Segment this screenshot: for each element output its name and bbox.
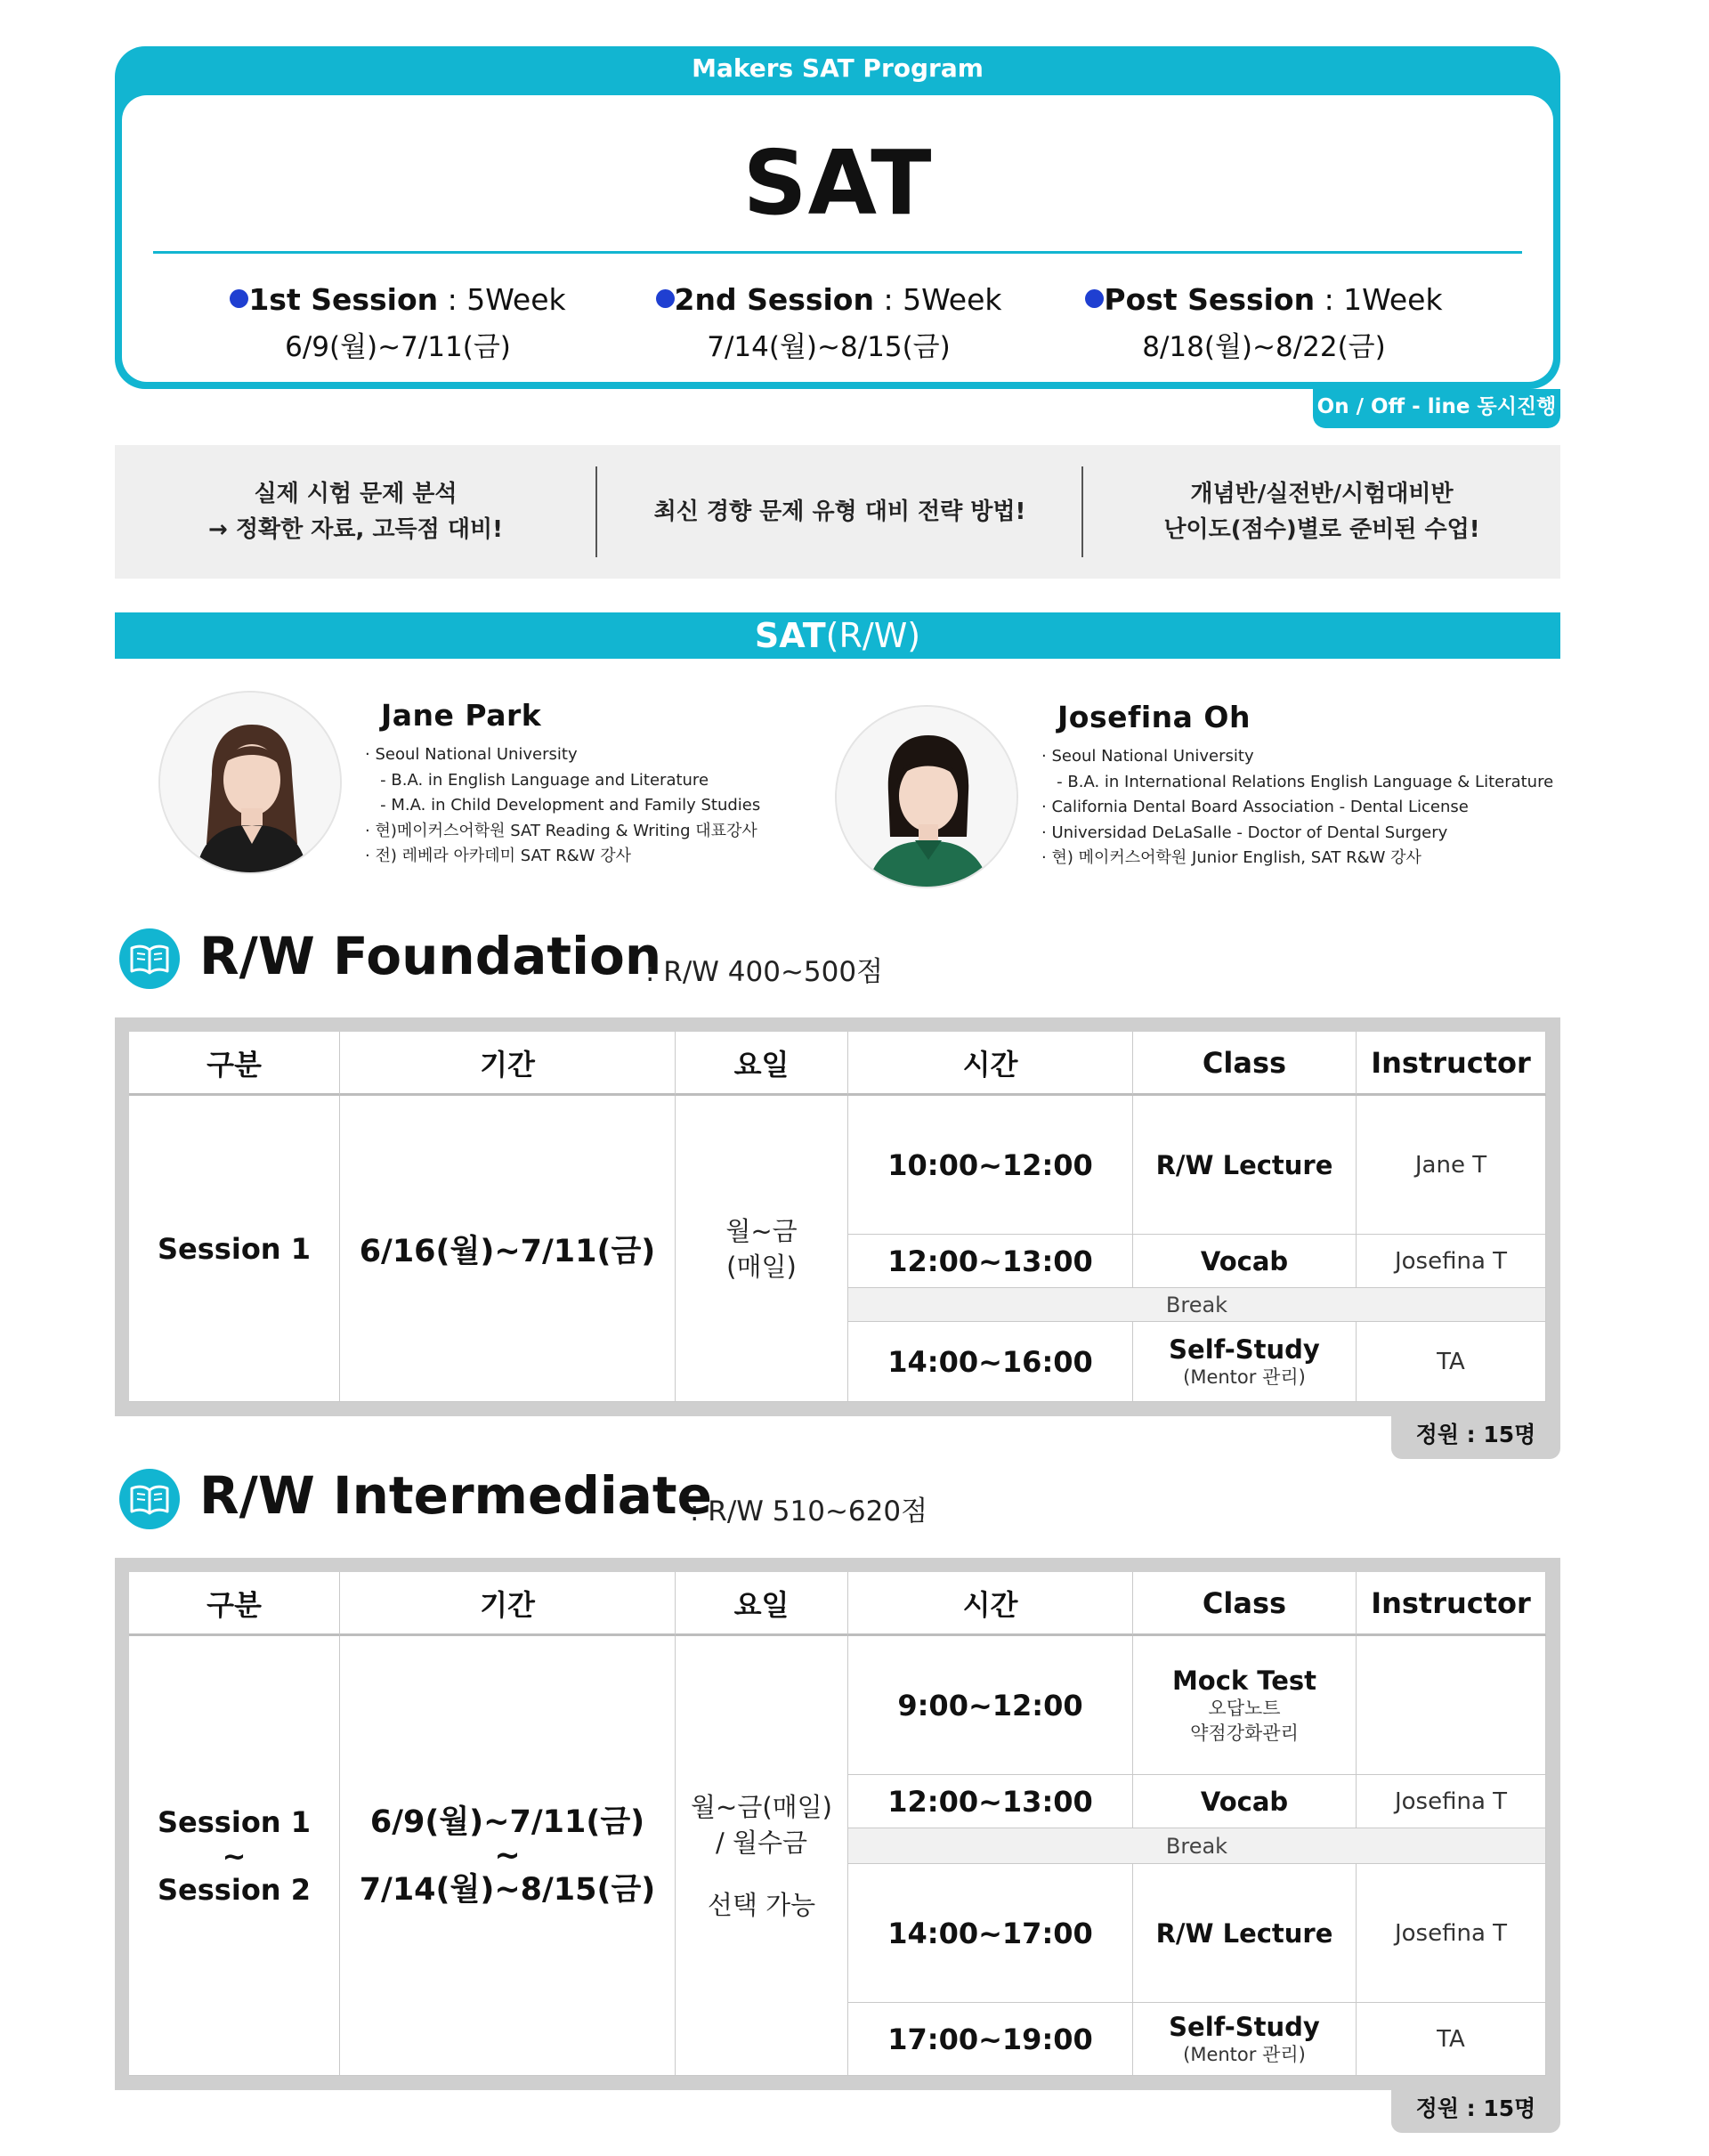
time-cell: 12:00~13:00 bbox=[848, 1775, 1133, 1828]
session-post bbox=[1041, 282, 1486, 364]
session-name: Post Session bbox=[1104, 282, 1316, 317]
class-cell: R/W Lecture bbox=[1133, 1864, 1357, 2003]
book-icon bbox=[119, 928, 180, 989]
subject-name: SAT bbox=[754, 616, 826, 655]
subject-area: (R/W) bbox=[825, 616, 921, 655]
col-header: 기간 bbox=[340, 1572, 676, 1636]
bio-line: - B.A. in International Relations English Language & Literature bbox=[1041, 772, 1554, 791]
page-title: SAT bbox=[742, 131, 933, 235]
feature-line: 최신 경향 문제 유형 대비 전략 방법! bbox=[653, 498, 1026, 525]
col-header: 요일 bbox=[676, 1572, 848, 1636]
bio-line: · 전) 레베라 아카데미 SAT R&W 강사 bbox=[365, 847, 631, 865]
instructor-bio bbox=[1041, 744, 1553, 871]
days-line: 월~금 bbox=[725, 1215, 798, 1246]
session-cell bbox=[129, 1636, 340, 2076]
col-header: 시간 bbox=[848, 1032, 1133, 1096]
program-banner: Makers SAT Program bbox=[692, 53, 984, 83]
col-header: Instructor bbox=[1357, 1032, 1546, 1096]
bio-line: · Universidad DeLaSalle - Doctor of Dental Surgery bbox=[1041, 823, 1448, 842]
days-line: / 월수금 bbox=[715, 1827, 808, 1858]
divider bbox=[153, 251, 1522, 254]
time-cell: 14:00~16:00 bbox=[848, 1322, 1133, 1402]
period-cell bbox=[340, 1636, 676, 2076]
bio-line: · California Dental Board Association - Dental License bbox=[1041, 798, 1469, 816]
features-bar bbox=[115, 445, 1560, 579]
session-duration: : 5Week bbox=[438, 282, 566, 317]
bullet-dot-icon bbox=[230, 289, 248, 308]
days-line: 월~금(매일) bbox=[691, 1791, 832, 1822]
period-line: 7/14(월)~8/15(금) bbox=[359, 1871, 656, 1908]
class-name: Mock Test bbox=[1171, 1665, 1317, 1696]
feature-item bbox=[1083, 445, 1560, 579]
session-2nd bbox=[606, 282, 1051, 364]
break-row: Break bbox=[848, 1288, 1546, 1322]
col-header: Instructor bbox=[1357, 1572, 1546, 1636]
schedule-table-foundation bbox=[115, 1017, 1560, 1416]
instructor-bio bbox=[365, 742, 760, 870]
delivery-mode-tag: On / Off - line 동시진행 bbox=[1313, 389, 1560, 428]
session-cell: Session 1 bbox=[129, 1096, 340, 1402]
bio-line: · Seoul National University bbox=[1041, 747, 1254, 766]
feature-line: 실제 시험 문제 분석 bbox=[254, 481, 458, 507]
feature-line: 난이도(점수)별로 준비된 수업! bbox=[1163, 516, 1480, 543]
capacity-badge: 정원 : 15명 bbox=[1391, 1414, 1560, 1459]
capacity-badge: 정원 : 15명 bbox=[1391, 2088, 1560, 2133]
instructor-cell: Jane T bbox=[1357, 1096, 1546, 1235]
period-line: 6/9(월)~7/11(금) bbox=[369, 1803, 645, 1840]
class-note: 약점강화관리 bbox=[1190, 1722, 1299, 1744]
instructor-cell bbox=[1357, 1636, 1546, 1775]
course-score-range: : R/W 400~500점 bbox=[645, 956, 884, 988]
session-line: Session 2 bbox=[158, 1872, 311, 1907]
session-line: Session 1 bbox=[158, 1804, 311, 1839]
feature-item bbox=[115, 445, 596, 579]
time-cell: 12:00~13:00 bbox=[848, 1235, 1133, 1288]
bio-line: - M.A. in Child Development and Family Studies bbox=[365, 796, 761, 815]
subject-bar bbox=[115, 612, 1560, 659]
bullet-dot-icon bbox=[1085, 289, 1104, 308]
days-line: (매일) bbox=[726, 1251, 797, 1282]
session-duration: : 1Week bbox=[1315, 282, 1443, 317]
break-row: Break bbox=[848, 1828, 1546, 1864]
instructor-name: Josefina Oh bbox=[1057, 700, 1251, 734]
session-1st bbox=[175, 282, 620, 364]
course-title: R/W Intermediate bbox=[199, 1465, 712, 1526]
course-title: R/W Foundation bbox=[199, 926, 662, 986]
days-cell bbox=[676, 1636, 848, 2076]
session-line: ~ bbox=[222, 1838, 247, 1873]
session-duration: : 5Week bbox=[873, 282, 1002, 317]
col-header: 시간 bbox=[848, 1572, 1133, 1636]
bullet-dot-icon bbox=[656, 289, 675, 308]
session-dates: 8/18(월)~8/22(금) bbox=[1142, 331, 1386, 363]
course-score-range: : R/W 510~620점 bbox=[690, 1495, 928, 1528]
col-header: 요일 bbox=[676, 1032, 848, 1096]
program-header-inner bbox=[122, 95, 1553, 382]
instructor-cell: Josefina T bbox=[1357, 1235, 1546, 1288]
col-header: Class bbox=[1133, 1032, 1357, 1096]
class-cell: Vocab bbox=[1133, 1775, 1357, 1828]
class-note: (Mentor 관리) bbox=[1183, 2043, 1306, 2065]
instructor-cell: Josefina T bbox=[1357, 1864, 1546, 2003]
instructor-cell: TA bbox=[1357, 2003, 1546, 2076]
session-name: 2nd Session bbox=[674, 282, 874, 317]
class-cell bbox=[1133, 2003, 1357, 2076]
col-header: 구분 bbox=[129, 1572, 340, 1636]
instructor-photo-josefina bbox=[835, 705, 1018, 888]
class-cell: R/W Lecture bbox=[1133, 1096, 1357, 1235]
session-dates: 7/14(월)~8/15(금) bbox=[707, 331, 951, 363]
col-header: 기간 bbox=[340, 1032, 676, 1096]
instructor-cell: Josefina T bbox=[1357, 1775, 1546, 1828]
instructor-cell: TA bbox=[1357, 1322, 1546, 1402]
session-dates: 6/9(월)~7/11(금) bbox=[285, 331, 511, 363]
time-cell: 9:00~12:00 bbox=[848, 1636, 1133, 1775]
schedule-table-intermediate bbox=[115, 1558, 1560, 2090]
class-cell bbox=[1133, 1636, 1357, 1775]
instructor-name: Jane Park bbox=[381, 698, 542, 733]
bio-line: · 현) 메이커스어학원 Junior English, SAT R&W 강사 bbox=[1041, 848, 1421, 867]
class-name: Self-Study bbox=[1169, 2011, 1320, 2042]
book-icon bbox=[119, 1469, 180, 1529]
col-header: Class bbox=[1133, 1572, 1357, 1636]
class-note: 오답노트 bbox=[1208, 1697, 1281, 1719]
bio-line: · 현)메이커스어학원 SAT Reading & Writing 대표강사 bbox=[365, 821, 757, 840]
feature-line: → 정확한 자료, 고득점 대비! bbox=[208, 516, 503, 543]
class-note: (Mentor 관리) bbox=[1183, 1366, 1306, 1388]
days-line: 선택 가능 bbox=[707, 1889, 816, 1920]
class-name: Self-Study bbox=[1169, 1333, 1320, 1365]
period-line: ~ bbox=[494, 1837, 521, 1874]
bio-line: · Seoul National University bbox=[365, 745, 578, 764]
time-cell: 10:00~12:00 bbox=[848, 1096, 1133, 1235]
time-cell: 17:00~19:00 bbox=[848, 2003, 1133, 2076]
session-name: 1st Session bbox=[248, 282, 439, 317]
class-cell bbox=[1133, 1322, 1357, 1402]
col-header: 구분 bbox=[129, 1032, 340, 1096]
class-cell: Vocab bbox=[1133, 1235, 1357, 1288]
feature-line: 개념반/실전반/시험대비반 bbox=[1190, 481, 1454, 507]
program-header-card bbox=[115, 46, 1560, 389]
instructor-photo-jane bbox=[158, 691, 342, 874]
feature-item bbox=[597, 445, 1082, 579]
days-cell bbox=[676, 1096, 848, 1402]
period-cell: 6/16(월)~7/11(금) bbox=[340, 1096, 676, 1402]
bio-line: - B.A. in English Language and Literature bbox=[365, 770, 709, 790]
time-cell: 14:00~17:00 bbox=[848, 1864, 1133, 2003]
